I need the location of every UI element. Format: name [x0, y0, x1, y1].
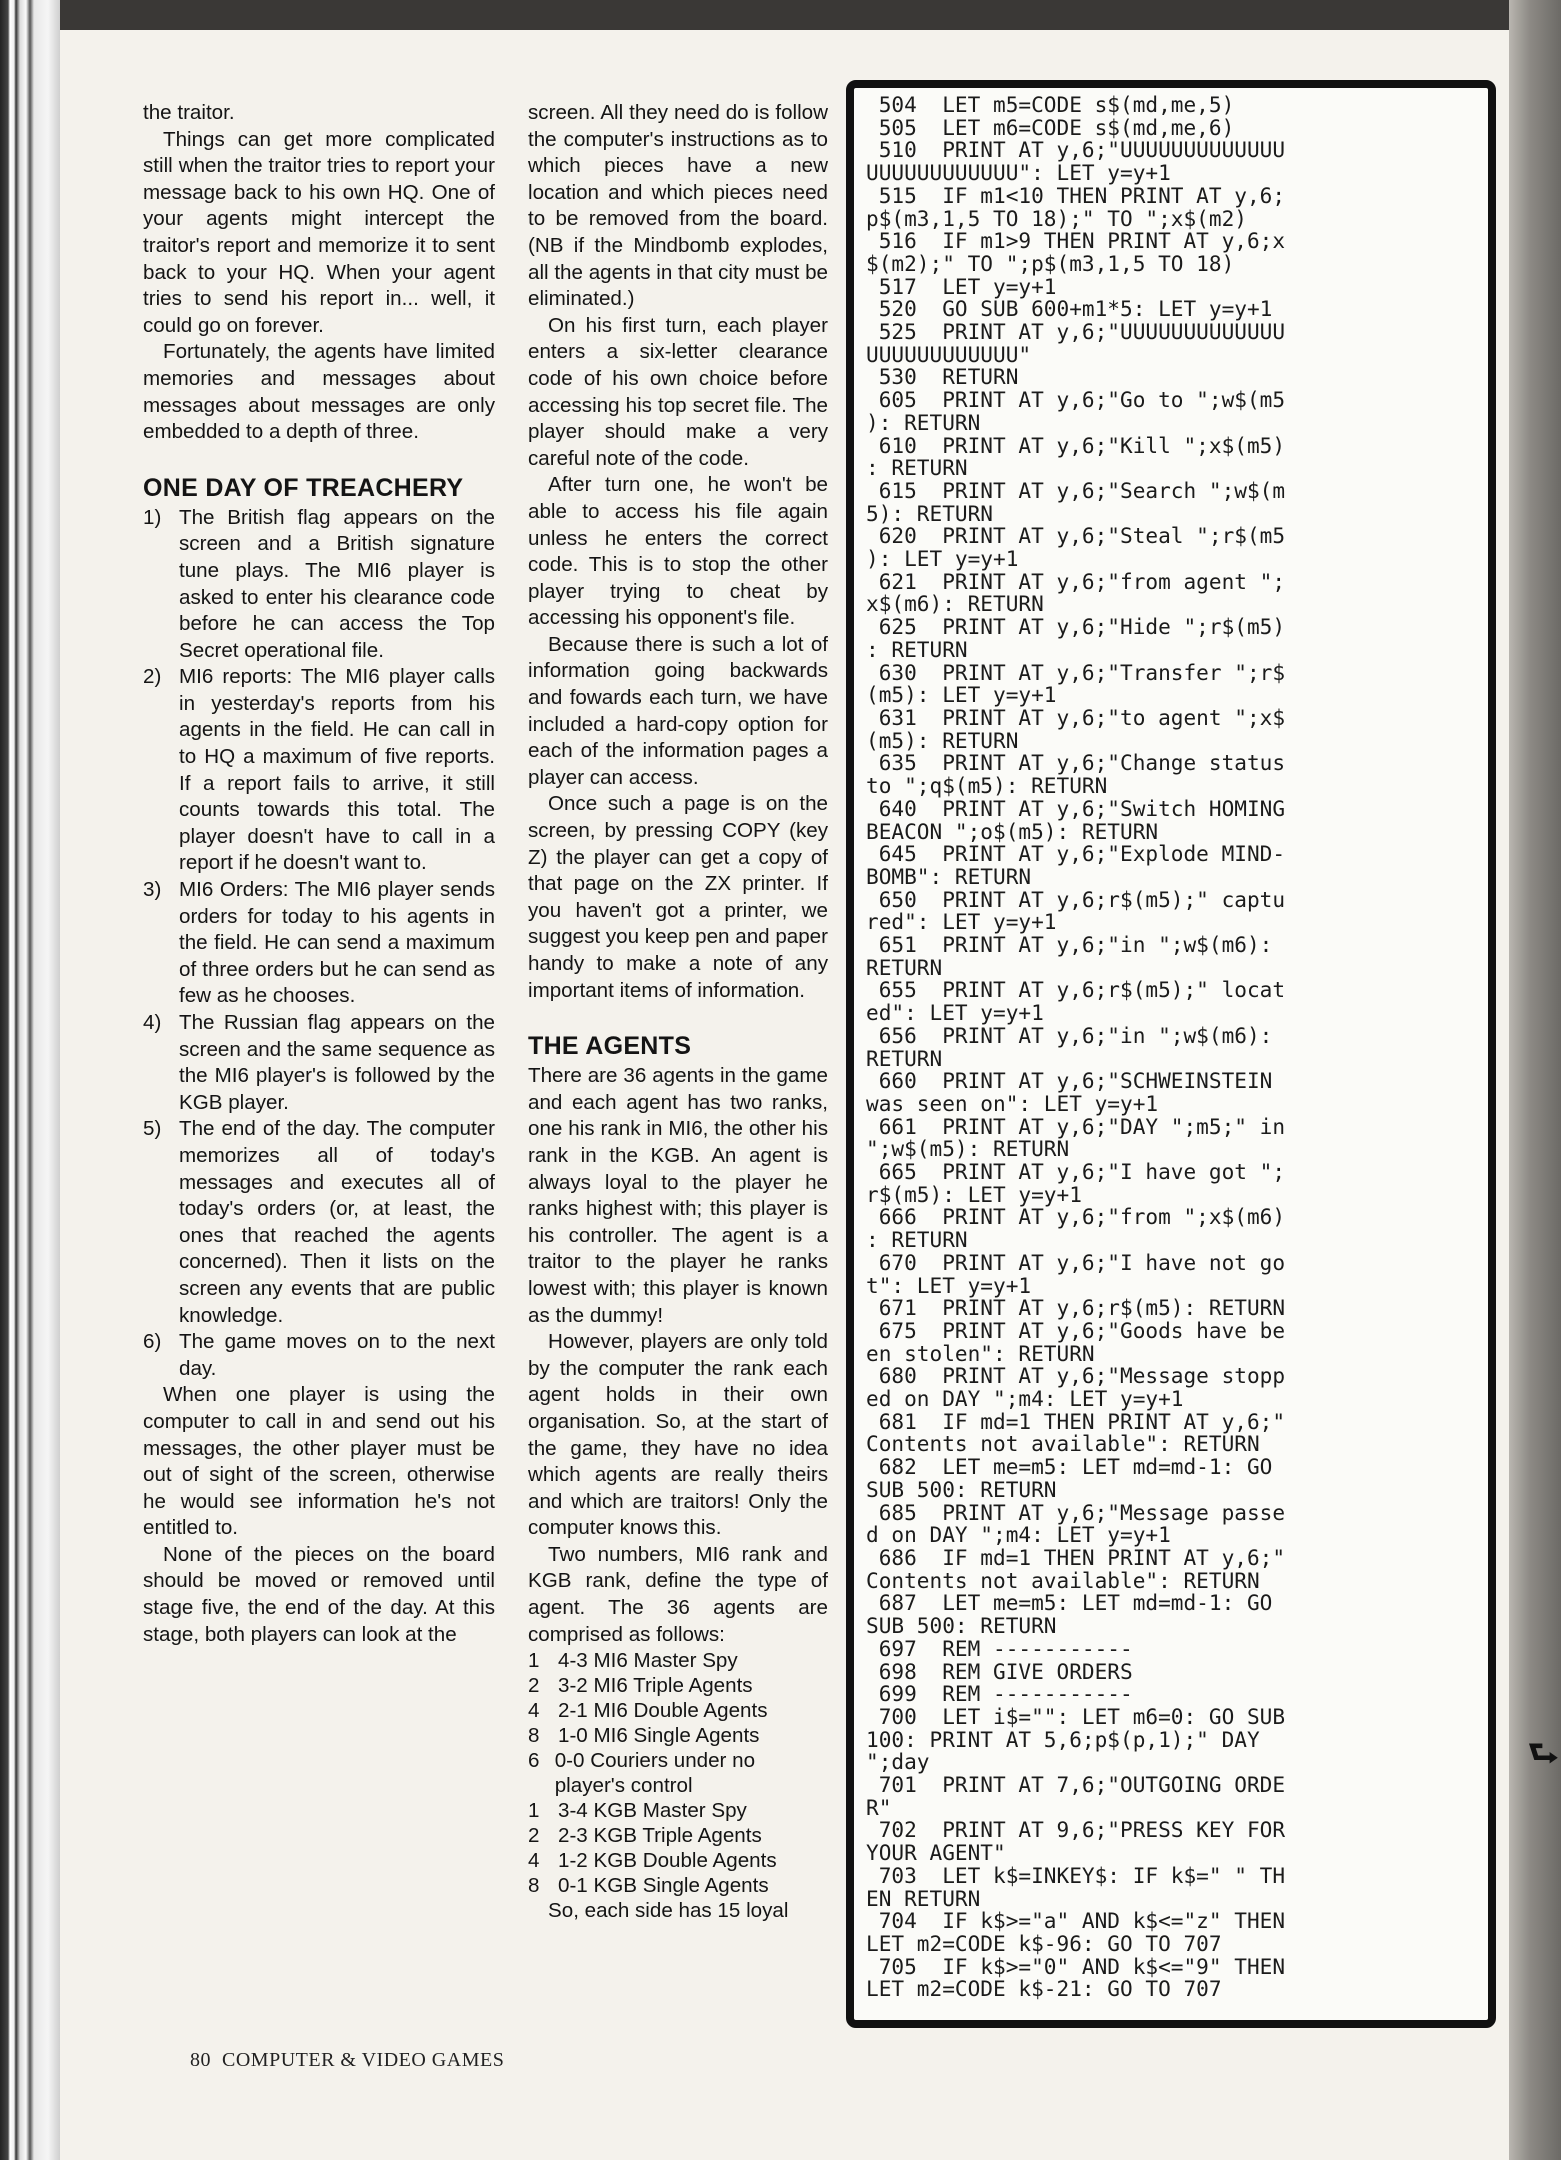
paragraph: So, each side has 15 loyal [548, 1899, 789, 1923]
code-line: EN RETURN [866, 1885, 981, 1911]
code-line: 661 PRINT AT y,6;"DAY ";m5;" in [878, 1113, 1286, 1139]
code-line: SUB 500: RETURN [866, 1476, 1057, 1502]
code-line: 100: PRINT AT 5,6;p$(p,1);" DAY [866, 1726, 1260, 1752]
code-line: 625 PRINT AT y,6;"Hide ";r$(m5) [878, 614, 1286, 640]
list-item [143, 877, 495, 1010]
article-column-1 [143, 100, 495, 1648]
code-line: 645 PRINT AT y,6;"Explode MIND- [878, 841, 1286, 867]
code-line: 671 PRINT AT y,6;r$(m5): RETURN [878, 1295, 1286, 1321]
list-item [143, 505, 495, 665]
program-listing-code [854, 88, 1488, 2001]
agent-description: 1-0 MI6 Single Agents [558, 1724, 760, 1748]
list-item [528, 1673, 828, 1698]
code-line: BOMB": RETURN [866, 863, 1032, 889]
list-item [528, 1873, 828, 1898]
list-text: The British flag appears on the screen and a British signature tune plays. The MI6 player is asked to enter his clearance code before he can access the Top Secret operational file. [179, 505, 495, 662]
code-line: to ";q$(m5): RETURN [866, 773, 1108, 799]
agent-quantity: 4 [528, 1849, 540, 1873]
code-line: UUUUUUUUUUUU" [866, 341, 1032, 367]
list-item [528, 1698, 828, 1723]
code-line: R" [866, 1794, 892, 1820]
code-line: 505 LET m6=CODE s$(md,me,6) [878, 114, 1235, 140]
code-line: Contents not available": RETURN [866, 1567, 1260, 1593]
paragraph: Two numbers, MI6 rank and KGB rank, define the type of agent. The 36 agents are comprised as follows: [528, 1542, 828, 1646]
code-line: (m5): RETURN [866, 727, 1019, 753]
paragraph: Once such a page is on the screen, by pressing COPY (key Z) the player can get a copy of that page on the ZX printer. If you haven't got a printer, we suggest you keep pen and paper handy to make a note of any important items of information. [528, 792, 828, 1002]
list-item [528, 1648, 828, 1673]
code-line: 700 LET i$="": LET m6=0: GO SUB [878, 1703, 1286, 1729]
code-line: 705 IF k$>="0" AND k$<="9" THEN [878, 1953, 1286, 1979]
agent-description: 0-0 Couriers under no player's control [554, 1749, 756, 1798]
code-line: 5): RETURN [866, 500, 993, 526]
code-line: 651 PRINT AT y,6;"in ";w$(m6): [878, 932, 1273, 958]
page-number: 80 [190, 2049, 211, 2071]
code-line: 650 PRINT AT y,6;r$(m5);" captu [878, 886, 1286, 912]
code-line: 515 IF m1<10 THEN PRINT AT y,6; [878, 182, 1286, 208]
list-item [528, 1848, 828, 1873]
agent-description: 0-1 KGB Single Agents [558, 1874, 769, 1898]
code-line: (m5): LET y=y+1 [866, 682, 1057, 708]
code-line: 516 IF m1>9 THEN PRINT AT y,6;x [878, 228, 1286, 254]
agent-types-list [528, 1648, 828, 1898]
turn-steps-list [143, 505, 495, 1383]
code-line: 640 PRINT AT y,6;"Switch HOMING [878, 795, 1286, 821]
list-number: 4) [143, 1011, 162, 1034]
list-text: The end of the day. The computer memorizes all of today's messages and executes all of today's orders (or, at least, the ones that reached the agents concerned). Then it lists on the screen any events that are public knowledge. [179, 1117, 495, 1327]
code-line: 666 PRINT AT y,6;"from ";x$(m6) [878, 1204, 1286, 1230]
code-line: t": LET y=y+1 [866, 1272, 1032, 1298]
list-item [528, 1823, 828, 1848]
magazine-title: COMPUTER & VIDEO GAMES [222, 2049, 505, 2071]
code-line: 630 PRINT AT y,6;"Transfer ";r$ [878, 659, 1286, 685]
agent-quantity: 2 [528, 1824, 540, 1848]
code-line: 686 IF md=1 THEN PRINT AT y,6;" [878, 1545, 1286, 1570]
code-line: 517 LET y=y+1 [878, 273, 1057, 299]
code-line: Contents not available": RETURN [866, 1431, 1260, 1457]
continued-arrow-icon: ⮑ [1528, 1734, 1559, 1774]
list-item [143, 1010, 495, 1116]
code-line: 680 PRINT AT y,6;"Message stopp [878, 1363, 1286, 1389]
list-number: 2) [143, 665, 162, 689]
binding-spine [0, 0, 60, 2160]
code-line: ";day [866, 1749, 930, 1775]
agent-description: 3-4 KGB Master Spy [558, 1799, 747, 1823]
section-heading-agents: THE AGENTS [528, 1032, 692, 1061]
paragraph: After turn one, he won't be able to access his file again unless he enters the correct code. This is to stop the other player trying to cheat by accessing his opponent's file. [528, 473, 828, 630]
list-number: 1) [143, 505, 162, 529]
code-line: 631 PRINT AT y,6;"to agent ";x$ [878, 704, 1286, 730]
paragraph: Because there is such a lot of information going backwards and fowards each turn, we have included a hard-copy option for each of the information pages a player can access. [528, 632, 828, 789]
code-line: 697 REM ----------- [878, 1635, 1133, 1661]
code-line: : RETURN [866, 1227, 968, 1253]
program-listing-box [846, 80, 1496, 2028]
code-line: x$(m6): RETURN [866, 591, 1044, 617]
list-number: 3) [143, 878, 162, 902]
code-line: 525 PRINT AT y,6;"UUUUUUUUUUUUU [878, 319, 1286, 345]
code-line: 702 PRINT AT 9,6;"PRESS KEY FOR [878, 1817, 1286, 1843]
section-heading-treachery: ONE DAY OF TREACHERY [143, 473, 464, 502]
code-line: red": LET y=y+1 [866, 909, 1057, 935]
page-edge [1509, 0, 1561, 2160]
code-line: 530 RETURN [878, 364, 1019, 390]
code-line: was seen on": LET y=y+1 [866, 1090, 1159, 1116]
paragraph: When one player is using the computer to call in and send out his messages, the other player must be out of sight of the screen, otherwise he would see information he's not entitled to. [143, 1383, 495, 1540]
code-line: 665 PRINT AT y,6;"I have got "; [878, 1159, 1286, 1185]
paragraph: None of the pieces on the board should be moved or removed until stage five, the end of the day. At this stage, both players can look at the [143, 1542, 495, 1646]
code-line: SUB 500: RETURN [866, 1613, 1057, 1639]
code-line: 635 PRINT AT y,6;"Change status [878, 750, 1286, 776]
paragraph: Things can get more complicated still when the traitor tries to report your message back to his own HQ. One of your agents might intercept the traitor's report and memorize it to sent back to your HQ. When your agent tries to send his report in... well, it could go on forever. [143, 127, 495, 337]
code-line: 675 PRINT AT y,6;"Goods have be [878, 1317, 1286, 1343]
code-line: p$(m3,1,5 TO 18);" TO ";x$(m2) [866, 205, 1247, 231]
code-line: 620 PRINT AT y,6;"Steal ";r$(m5 [878, 523, 1286, 549]
code-line: 681 IF md=1 THEN PRINT AT y,6;" [878, 1408, 1286, 1434]
code-line: en stolen": RETURN [866, 1340, 1095, 1366]
agent-quantity: 8 [528, 1874, 540, 1898]
code-line: 670 PRINT AT y,6;"I have not go [878, 1249, 1286, 1275]
list-number: 5) [143, 1117, 162, 1141]
code-line: ed": LET y=y+1 [866, 1000, 1044, 1026]
code-line: LET m2=CODE k$-96: GO TO 707 [866, 1930, 1222, 1956]
code-line: 615 PRINT AT y,6;"Search ";w$(m [878, 477, 1286, 503]
code-line: ed on DAY ";m4: LET y=y+1 [866, 1386, 1184, 1412]
agent-quantity: 6 [528, 1749, 540, 1773]
paragraph: On his first turn, each player enters a six-letter clearance code of his own choice before accessing his top secret file. The player should make a very careful note of the code. [528, 313, 828, 470]
article-column-2 [528, 100, 828, 1925]
code-line: ): RETURN [866, 409, 981, 435]
list-text: MI6 Orders: The MI6 player sends orders for today to his agents in the field. He can send a maximum of three orders but he can send as few as he chooses. [179, 878, 495, 1008]
agent-quantity: 2 [528, 1674, 540, 1698]
agent-quantity: 4 [528, 1699, 540, 1723]
code-line: 660 PRINT AT y,6;"SCHWEINSTEIN [878, 1068, 1273, 1094]
code-line: YOUR AGENT" [866, 1840, 1006, 1866]
agent-description: 3-2 MI6 Triple Agents [558, 1674, 753, 1698]
code-line: 520 GO SUB 600+m1*5: LET y=y+1 [878, 296, 1273, 322]
code-line: 504 LET m5=CODE s$(md,me,5) [878, 92, 1235, 117]
code-line: 510 PRINT AT y,6;"UUUUUUUUUUUUU [878, 137, 1286, 163]
list-item [143, 1329, 495, 1382]
agent-description: 1-2 KGB Double Agents [558, 1849, 777, 1873]
code-line: 605 PRINT AT y,6;"Go to ";w$(m5 [878, 387, 1286, 413]
agent-description: 2-1 MI6 Double Agents [558, 1699, 768, 1723]
agent-quantity: 8 [528, 1724, 540, 1748]
code-line: LET m2=CODE k$-21: GO TO 707 [866, 1976, 1222, 2002]
code-line: 685 PRINT AT y,6;"Message passe [878, 1499, 1286, 1525]
code-line: d on DAY ";m4: LET y=y+1 [866, 1522, 1171, 1548]
paragraph: There are 36 agents in the game and each agent has two ranks, one his rank in MI6, the other his rank in the KGB. An agent is always loyal to the player he ranks highest with; this player is his controller. The agent is a traitor to the player he ranks lowest with; this player is known as the dummy! [528, 1064, 828, 1327]
code-line: 699 REM ----------- [878, 1681, 1133, 1707]
code-line: 621 PRINT AT y,6;"from agent "; [878, 568, 1286, 594]
agent-description: 2-3 KGB Triple Agents [558, 1824, 762, 1848]
code-line: 698 REM GIVE ORDERS [878, 1658, 1133, 1684]
code-line: ): LET y=y+1 [866, 546, 1019, 572]
code-line: RETURN [866, 1045, 943, 1071]
list-text: The Russian flag appears on the screen and the same sequence as the MI6 player's is followed by the KGB player. [179, 1011, 495, 1114]
list-item [143, 1116, 495, 1329]
code-line: ";w$(m5): RETURN [866, 1136, 1070, 1162]
code-line: r$(m5): LET y=y+1 [866, 1181, 1082, 1207]
code-line: UUUUUUUUUUUU": LET y=y+1 [866, 160, 1171, 186]
code-line: 655 PRINT AT y,6;r$(m5);" locat [878, 977, 1286, 1003]
code-line: 704 IF k$>="a" AND k$<="z" THEN [878, 1908, 1286, 1934]
agent-quantity: 1 [528, 1649, 540, 1673]
page-footer [190, 2049, 504, 2072]
code-line: 687 LET me=m5: LET md=md-1: GO [878, 1590, 1273, 1616]
code-line: : RETURN [866, 636, 968, 662]
list-item [528, 1798, 828, 1823]
agent-quantity: 1 [528, 1799, 540, 1823]
code-line: 610 PRINT AT y,6;"Kill ";x$(m5) [878, 432, 1286, 458]
paragraph: However, players are only told by the computer the rank each agent holds in their own organisation. So, at the start of the game, they have no idea which agents are really theirs and which are traitors! Only the computer knows this. [528, 1330, 828, 1540]
list-text: The game moves on to the next day. [179, 1330, 495, 1380]
paragraph: Fortunately, the agents have limited memories and messages about messages about messages are only embedded to a depth of three. [143, 340, 495, 444]
code-line: RETURN [866, 954, 943, 980]
code-line: BEACON ";o$(m5): RETURN [866, 818, 1159, 844]
code-line: 656 PRINT AT y,6;"in ";w$(m6): [878, 1022, 1273, 1048]
paragraph: screen. All they need do is follow the computer's instructions as to which pieces have a new location and which pieces need to be removed from the board. (NB if the Mindbomb explodes, all the agents in that city must be eliminated.) [528, 101, 828, 311]
list-item [528, 1723, 828, 1748]
code-line: 701 PRINT AT 7,6;"OUTGOING ORDE [878, 1772, 1286, 1798]
list-number: 6) [143, 1330, 162, 1354]
list-text: MI6 reports: The MI6 player calls in yesterday's reports from his agents in the field. He can call in to HQ a maximum of five reports. If a report fails to arrive, it still counts towards this total. The player doesn't have to call in a report if he doesn't want to. [179, 665, 495, 875]
code-line: : RETURN [866, 455, 968, 481]
agent-description: 4-3 MI6 Master Spy [558, 1649, 738, 1673]
code-line: $(m2);" TO ";p$(m3,1,5 TO 18) [866, 250, 1235, 276]
code-line: 703 LET k$=INKEY$: IF k$=" " TH [878, 1862, 1286, 1888]
list-item [528, 1748, 828, 1798]
paragraph: the traitor. [143, 101, 235, 124]
list-item [143, 664, 495, 877]
code-line: 682 LET me=m5: LET md=md-1: GO [878, 1454, 1273, 1480]
